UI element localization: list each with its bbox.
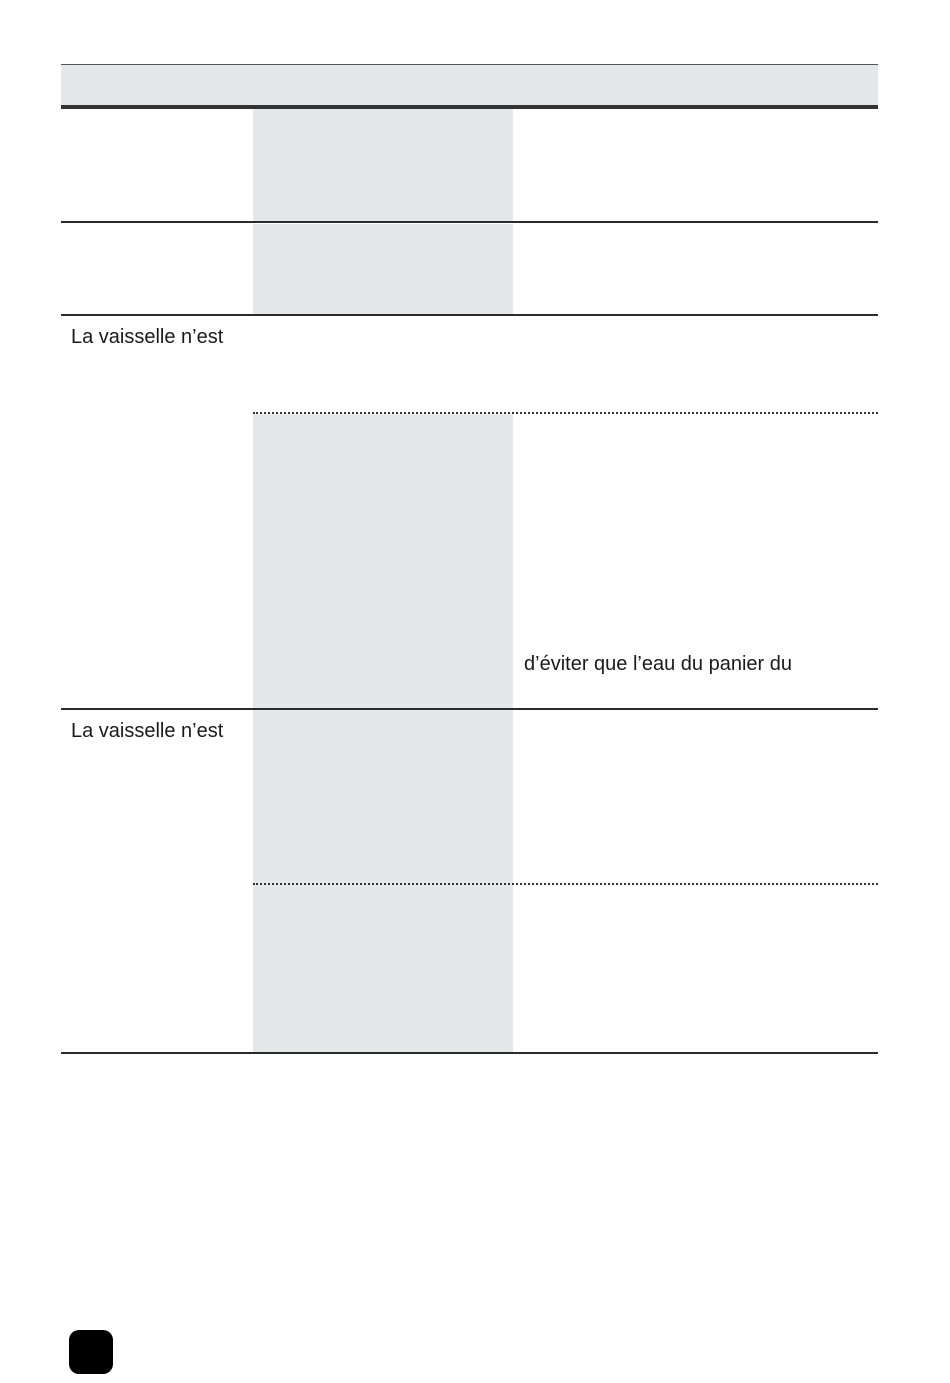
sub-row-divider <box>253 883 878 885</box>
cause-cell-row-2 <box>253 224 513 314</box>
cause-cell-row-1 <box>253 109 513 222</box>
problem-cell: La vaisselle n’est <box>71 720 224 742</box>
solution-cell: d’éviter que l’eau du panier du <box>524 653 792 675</box>
table-header-top-rule <box>61 64 878 65</box>
cause-cell-row-3b <box>253 414 513 708</box>
problem-cell: La vaisselle n’est <box>71 326 224 348</box>
table-header <box>61 64 878 106</box>
row-divider <box>61 221 878 223</box>
row-divider <box>61 314 878 316</box>
cause-cell-row-4 <box>253 710 513 1053</box>
sub-row-divider <box>253 412 878 414</box>
row-divider <box>61 708 878 710</box>
table-bottom-rule <box>61 1052 878 1054</box>
page-number-badge <box>69 1330 113 1374</box>
